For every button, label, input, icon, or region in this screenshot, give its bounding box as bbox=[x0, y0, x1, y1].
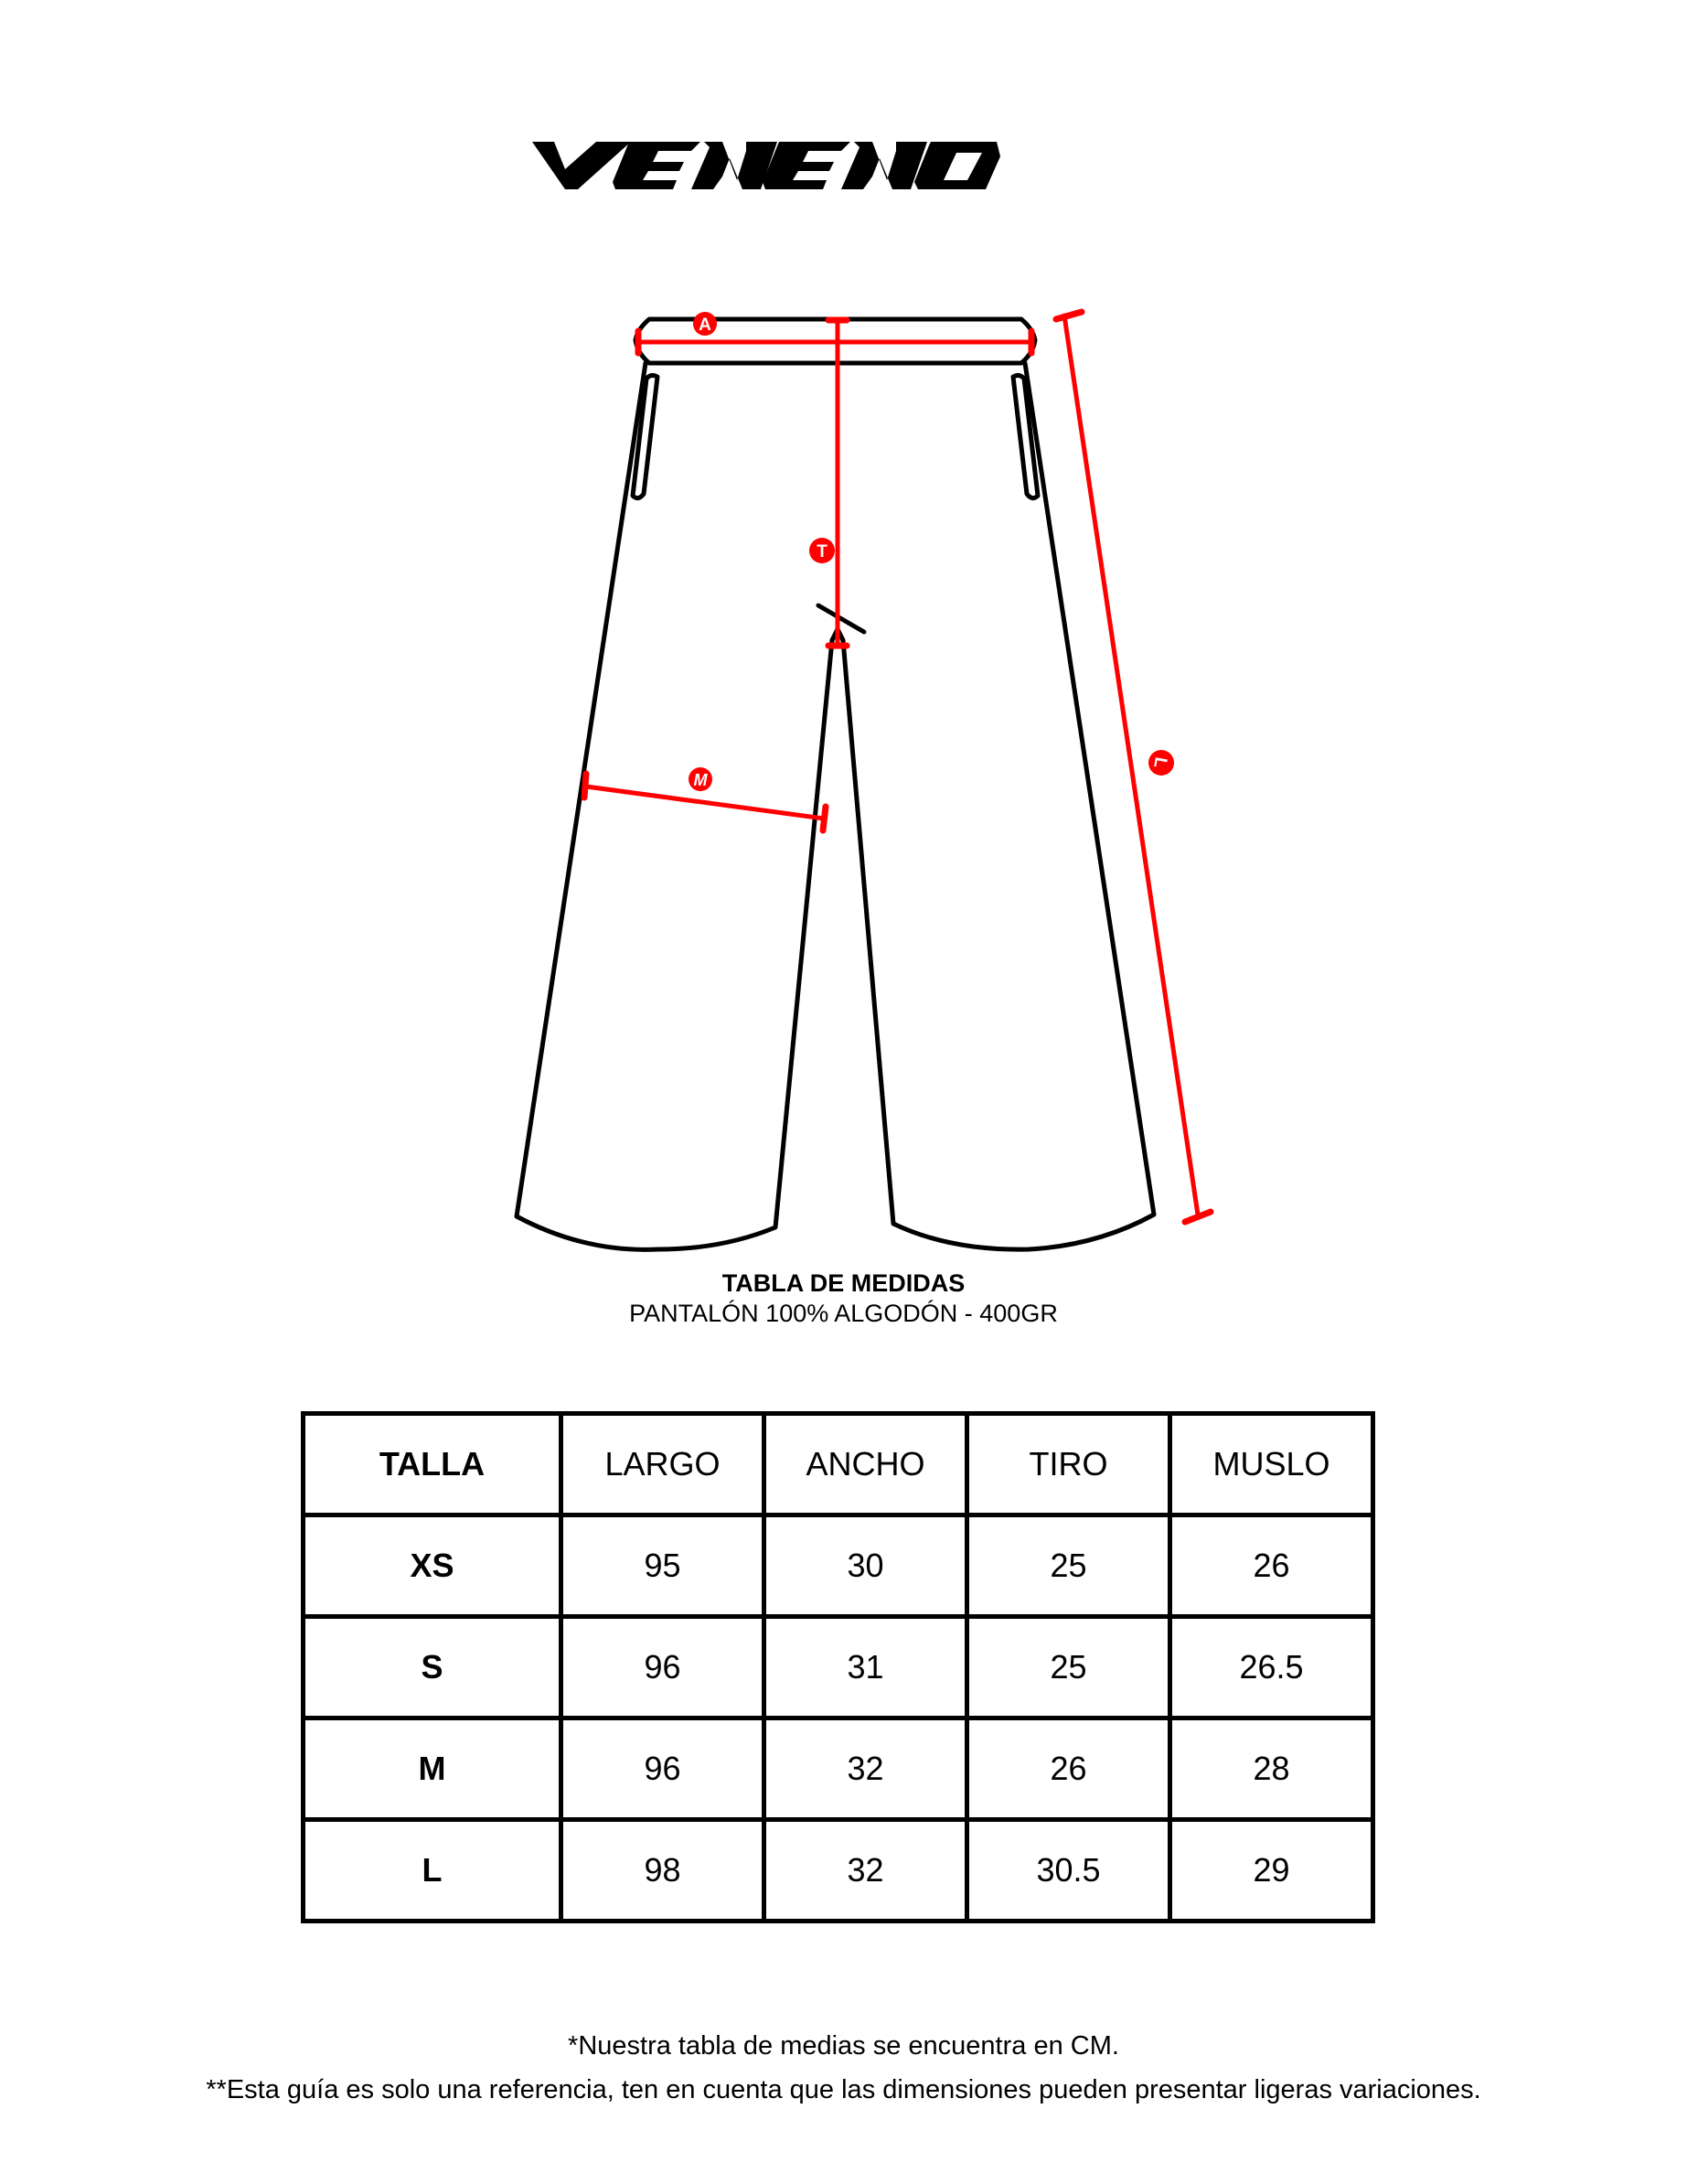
left-leg-outline bbox=[517, 363, 832, 1249]
footnote-units: *Nuestra tabla de medias se encuentra en CM. bbox=[568, 2031, 1119, 2061]
largo-cell: 95 bbox=[561, 1515, 764, 1617]
largo-cell: 96 bbox=[561, 1718, 764, 1820]
muslo-cell: 26.5 bbox=[1170, 1617, 1373, 1718]
tiro-cell: 26 bbox=[967, 1718, 1170, 1820]
svg-text:T: T bbox=[817, 542, 827, 562]
marker-t-icon bbox=[809, 538, 835, 563]
muslo-cell: 26 bbox=[1170, 1515, 1373, 1617]
muslo-cell: 28 bbox=[1170, 1718, 1373, 1820]
size-cell: M bbox=[304, 1718, 561, 1820]
product-subtitle: PANTALÓN 100% ALGODÓN - 400GR bbox=[629, 1300, 1058, 1327]
header-tiro: TIRO bbox=[967, 1414, 1170, 1515]
size-table bbox=[301, 1411, 1375, 1923]
marker-m-icon bbox=[689, 767, 712, 791]
svg-text:L: L bbox=[1149, 755, 1170, 770]
size-cell: L bbox=[304, 1820, 561, 1922]
table-row bbox=[304, 1718, 1373, 1820]
header-ancho: ANCHO bbox=[764, 1414, 967, 1515]
size-cell: S bbox=[304, 1617, 561, 1718]
table-row bbox=[304, 1515, 1373, 1617]
header-largo: LARGO bbox=[561, 1414, 764, 1515]
largo-cell: 96 bbox=[561, 1617, 764, 1718]
svg-text:A: A bbox=[699, 316, 711, 335]
tiro-cell: 25 bbox=[967, 1515, 1170, 1617]
measure-line-m bbox=[586, 787, 824, 819]
marker-a-icon bbox=[693, 312, 717, 336]
ancho-cell: 31 bbox=[764, 1617, 967, 1718]
tiro-cell: 25 bbox=[967, 1617, 1170, 1718]
tiro-cell: 30.5 bbox=[967, 1820, 1170, 1922]
table-row bbox=[304, 1617, 1373, 1718]
marker-l-icon bbox=[1148, 750, 1174, 776]
header-muslo: MUSLO bbox=[1170, 1414, 1373, 1515]
svg-text:M: M bbox=[693, 771, 708, 789]
header-talla: TALLA bbox=[304, 1414, 561, 1515]
footnote-disclaimer: **Esta guía es solo una referencia, ten en cuenta que las dimensiones pueden presentar ligeras variaciones. bbox=[206, 2075, 1481, 2104]
ancho-cell: 30 bbox=[764, 1515, 967, 1617]
largo-cell: 98 bbox=[561, 1820, 764, 1922]
muslo-cell: 29 bbox=[1170, 1820, 1373, 1922]
ancho-cell: 32 bbox=[764, 1820, 967, 1922]
right-leg-outline bbox=[843, 363, 1154, 1249]
chart-title: TABLA DE MEDIDAS bbox=[721, 1269, 966, 1297]
ancho-cell: 32 bbox=[764, 1718, 967, 1820]
table-row bbox=[304, 1820, 1373, 1922]
table-header-row bbox=[304, 1414, 1373, 1515]
size-cell: XS bbox=[304, 1515, 561, 1617]
